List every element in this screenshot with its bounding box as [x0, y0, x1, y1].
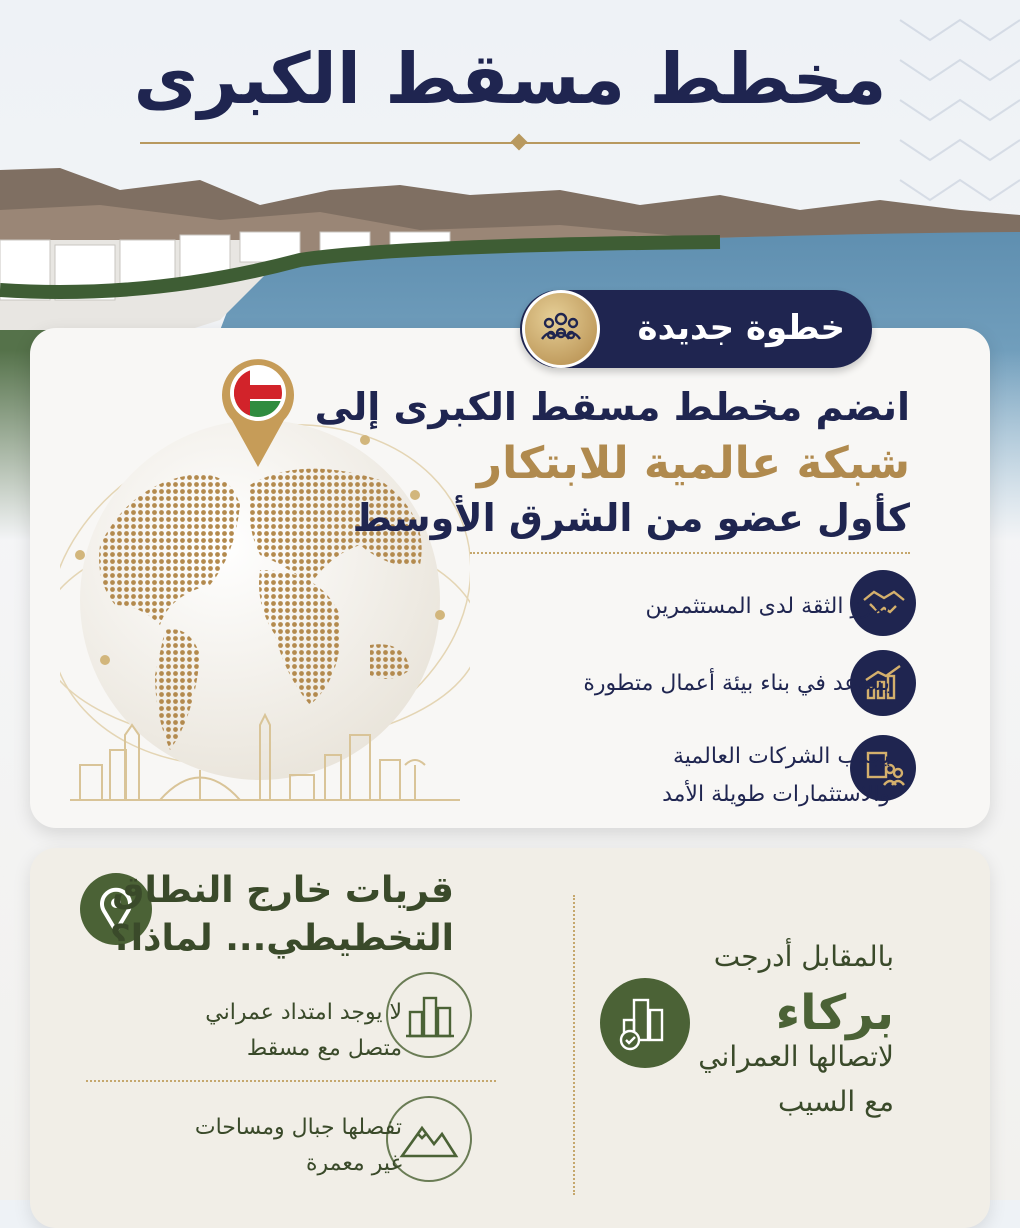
benefit-text-3-line-1: يجذب الشركات العالمية — [672, 744, 890, 769]
barka-name: بركاء — [775, 985, 894, 1041]
people-group-icon — [522, 290, 600, 368]
barka-reason-line-2: مع السيب — [777, 1085, 894, 1118]
new-step-label: خطوة جديدة — [637, 308, 845, 348]
benefit-text-3 — [662, 738, 890, 814]
reason-text-2 — [195, 1110, 402, 1182]
reason-text-1 — [205, 995, 402, 1067]
location-pin-flag-icon — [218, 355, 298, 470]
reason-1-line-1: لا يوجد امتداد عمراني — [205, 1000, 402, 1025]
section-divider — [470, 552, 910, 554]
barka-lead-text: بالمقابل أدرجت — [713, 940, 894, 973]
villages-title-line-2: التخطيطي... لماذا؟ — [109, 918, 454, 959]
city-check-icon — [600, 978, 690, 1068]
benefit-text-2: يساعد في بناء بيئة أعمال متطورة — [583, 671, 890, 696]
reason-1-line-2: متصل مع مسقط — [246, 1036, 402, 1061]
headline-highlight: شبكة عالمية للابتكار — [476, 438, 910, 489]
reason-2-line-1: تفصلها جبال ومساحات — [194, 1115, 402, 1140]
benefit-text-1: يعزز الثقة لدى المستثمرين — [645, 594, 890, 619]
reason-2-line-2: غير معمرة — [305, 1151, 402, 1176]
divider-ornament — [511, 134, 528, 151]
title-divider — [140, 142, 860, 144]
barka-reason-line-1: لاتصالها العمراني — [698, 1040, 894, 1073]
page-title: مخطط مسقط الكبرى — [133, 38, 887, 120]
column-divider — [573, 895, 575, 1195]
villages-title-line-1: قريات خارج النطاق — [112, 870, 454, 911]
reasons-divider — [86, 1080, 496, 1082]
benefit-text-3-line-2: والاستثمارات طويلة الأمد — [662, 782, 890, 807]
headline-line-3: كأول عضو من الشرق الأوسط — [352, 496, 910, 540]
headline-line-1: انضم مخطط مسقط الكبرى إلى — [314, 385, 910, 429]
